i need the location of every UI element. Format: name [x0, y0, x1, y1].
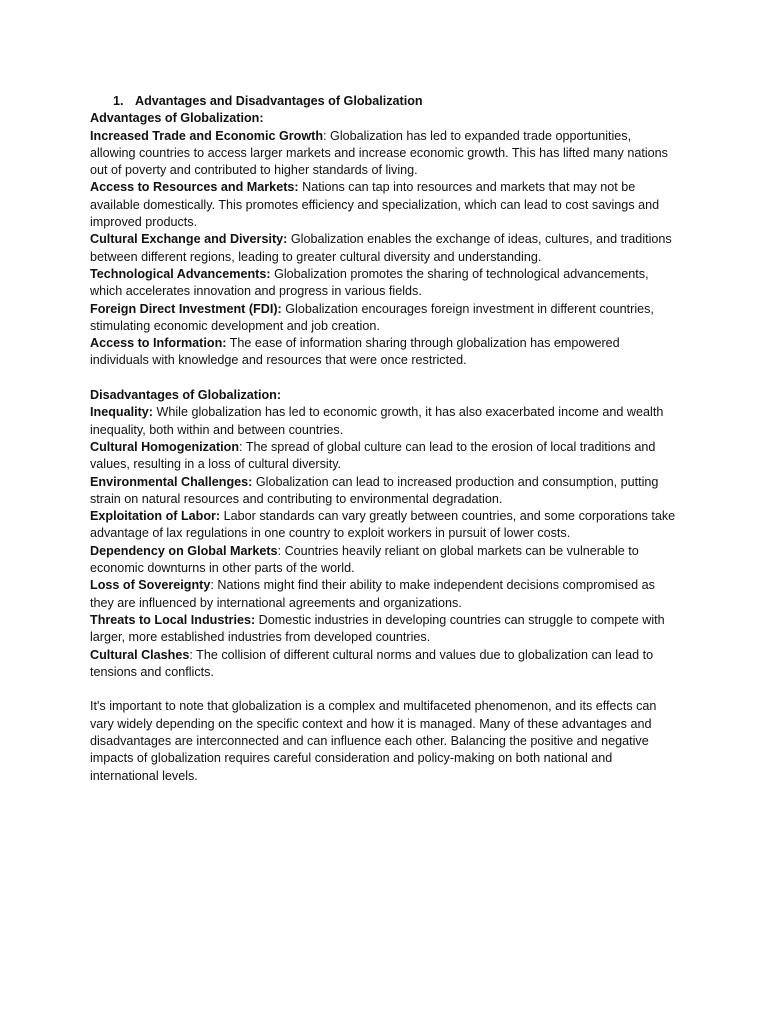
disadvantage-item — [90, 612, 680, 647]
heading-number: 1. — [113, 94, 124, 108]
document-page — [90, 93, 680, 785]
disadvantages-title: Disadvantages of Globalization: — [90, 388, 282, 403]
disadvantage-item — [90, 543, 680, 578]
disadvantage-term: Environmental Challenges: — [90, 474, 253, 489]
heading-text: Advantages and Disadvantages of Globalization — [135, 94, 423, 108]
disadvantage-text: Globalization can lead to increased production and consumption, putting strain on natural resources and contributing to environmental degradation. — [90, 474, 659, 506]
advantage-text: Globalization encourages foreign investment in different countries, stimulating economic development and job creation. — [90, 301, 654, 333]
advantage-text: Nations can tap into resources and markets that may not be available domestically. This promotes efficiency and specialization, which can lead to cost savings and improved products. — [90, 180, 660, 230]
disadvantage-item — [90, 439, 680, 474]
disadvantage-item — [90, 647, 680, 682]
paragraph-gap — [90, 681, 680, 698]
disadvantage-term: Exploitation of Labor: — [90, 509, 221, 524]
disadvantage-text: Nations might find their ability to make independent decisions compromised as they are influenced by international agreements and organizations. — [90, 578, 655, 610]
disadvantage-item — [90, 474, 680, 509]
disadvantage-term: Loss of Sovereignty — [90, 578, 211, 593]
advantage-item — [90, 231, 680, 266]
disadvantage-text: While globalization has led to economic growth, it has also exacerbated income and wealth inequality, both within and between countries. — [90, 405, 664, 437]
term-separator: : — [323, 128, 331, 143]
disadvantage-text: Domestic industries in developing countries can struggle to compete with larger, more established industries from developed countries. — [90, 612, 665, 645]
term-separator: : — [239, 439, 246, 454]
advantage-text: Globalization promotes the sharing of technological advancements, which accelerates innovation and progress in various fields. — [90, 266, 649, 299]
advantage-item — [90, 335, 680, 370]
advantage-text: The ease of information sharing through globalization has empowered individuals with knowledge and resources that were once restricted. — [90, 336, 620, 368]
disadvantage-term: Threats to Local Industries: — [90, 612, 256, 627]
disadvantage-text: The spread of global culture can lead to the erosion of local traditions and values, resulting in a loss of cultural diversity. — [90, 439, 656, 472]
term-separator: : — [189, 647, 197, 662]
disadvantage-text: Labor standards can vary greatly between countries, and some corporations take advantage of lax regulations in one country to exploit workers in pursuit of lower costs. — [90, 509, 676, 541]
disadvantage-item — [90, 404, 680, 439]
disadvantage-text: The collision of different cultural norms and values due to globalization can lead to tensions and conflicts. — [90, 647, 654, 679]
disadvantage-term: Inequality: — [90, 405, 153, 420]
advantage-term: Access to Information: — [90, 336, 227, 351]
advantage-item — [90, 128, 680, 180]
advantage-term: Access to Resources and Markets: — [90, 180, 299, 195]
term-separator: : — [277, 543, 285, 558]
advantage-term: Increased Trade and Economic Growth — [90, 128, 324, 143]
disadvantage-text: Countries heavily reliant on global markets can be vulnerable to economic downturns in other parts of the world. — [90, 543, 639, 576]
advantage-term: Technological Advancements: — [90, 266, 271, 281]
disadvantage-term: Cultural Clashes — [90, 647, 190, 662]
disadvantage-term: Dependency on Global Markets — [90, 543, 278, 558]
disadvantage-item — [90, 508, 680, 543]
term-separator: : — [210, 578, 218, 593]
paragraph-gap — [90, 370, 680, 387]
advantage-term: Foreign Direct Investment (FDI): — [90, 301, 282, 316]
advantages-title: Advantages of Globalization: — [90, 111, 264, 126]
advantage-item — [90, 301, 680, 336]
advantage-text: Globalization has led to expanded trade opportunities, allowing countries to access larger markets and increase economic growth. This has lifted many nations out of poverty and contributed to higher standards of living. — [90, 128, 668, 178]
document-heading — [90, 93, 680, 110]
closing-paragraph: It's important to note that globalization is a complex and multifaceted phenomenon, and its effects can vary widely depending on the specific context and how it is managed. Many of these advantages and disadvantages are interconnected and can influence each other. Balancing the positive and negative impacts of globalization requires careful consideration and policy-making on both national and international levels. — [90, 699, 657, 783]
advantage-text: Globalization enables the exchange of ideas, cultures, and traditions between different regions, leading to greater cultural diversity and understanding. — [90, 232, 672, 264]
advantage-item — [90, 266, 680, 301]
disadvantage-item — [90, 577, 680, 612]
advantage-item — [90, 179, 680, 231]
disadvantage-term: Cultural Homogenization — [90, 439, 240, 454]
advantage-term: Cultural Exchange and Diversity: — [90, 232, 288, 247]
